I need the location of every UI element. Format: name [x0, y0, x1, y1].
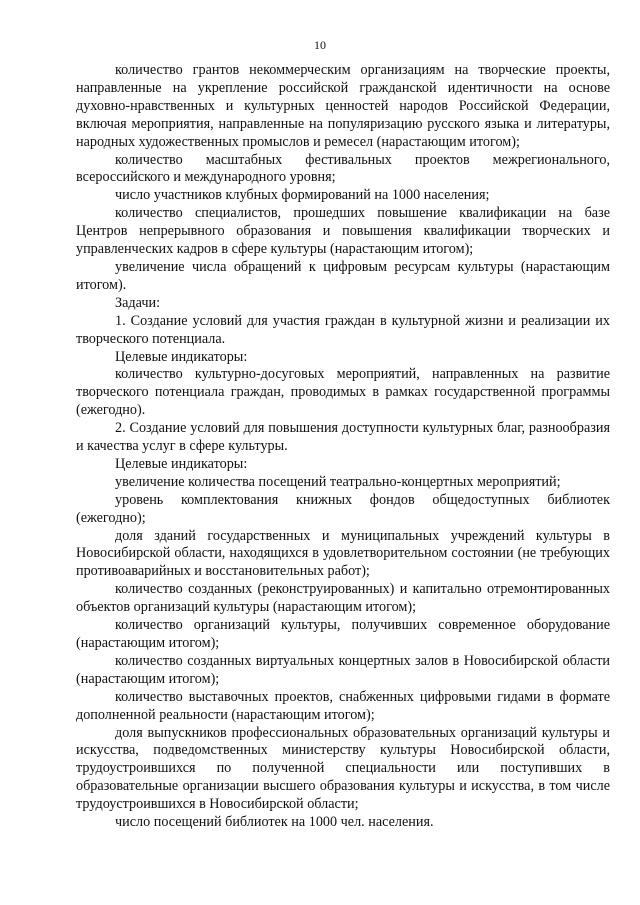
paragraph: число участников клубных формирований на 1000 населения; [115, 187, 490, 204]
document-body [76, 62, 610, 832]
paragraph: увеличение количества посещений театрально-концертных мероприятий; [115, 473, 561, 490]
section-heading: Целевые индикаторы: [115, 348, 248, 365]
paragraph: количество грантов некоммерческим организациям на творческие проекты, направленные на укрепление российской гражданской идентичности на основе духовно-нравственных и культурных ценностей народов Российской Федерации, включая мероприятия, направленные на популяризацию русского языка и литературы, народных художественных промыслов и ремесел (нарастающим итогом); [76, 62, 610, 150]
paragraph: количество созданных виртуальных концертных залов в Новосибирской области (нарастающим итогом); [76, 652, 610, 687]
paragraph: количество масштабных фестивальных проектов межрегионального, всероссийского и международного уровня; [76, 151, 610, 186]
paragraph: количество специалистов, прошедших повышение квалификации на базе Центров непрерывного образования и повышения квалификации творческих и управленческих кадров в сфере культуры (нарастающим итогом); [76, 205, 610, 258]
task-item: 2. Создание условий для повышения доступности культурных благ, разнообразия и качества услуг в сфере культуры. [76, 420, 610, 455]
task-item: 1. Создание условий для участия граждан в культурной жизни и реализации их творческого потенциала. [76, 312, 610, 347]
paragraph: увеличение числа обращений к цифровым ресурсам культуры (нарастающим итогом). [76, 258, 610, 293]
paragraph: количество организаций культуры, получивших современное оборудование (нарастающим итогом); [76, 617, 610, 651]
paragraph: количество созданных (реконструированных) и капитально отремонтированных объектов организаций культуры (нарастающим итогом); [76, 581, 610, 616]
paragraph: доля выпускников профессиональных образовательных организаций культуры и искусства, подведомственных министерству культуры Новосибирской области, трудоустроившихся по полученной специальности или поступивших в образовательные организации высшего образования культуры и искусства, в том числе трудоустроившихся в Новосибирской области; [76, 724, 610, 813]
page-number: 10 [314, 38, 326, 52]
paragraph: доля зданий государственных и муниципальных учреждений культуры в Новосибирской области, находящихся в удовлетворительном состоянии (не требующих противоаварийных и восстановительных работ); [76, 527, 610, 580]
paragraph: количество выставочных проектов, снабженных цифровыми гидами в формате дополненной реальности (нарастающим итогом); [76, 688, 610, 723]
paragraph: число посещений библиотек на 1000 чел. населения. [115, 814, 434, 831]
section-heading: Целевые индикаторы: [115, 455, 248, 472]
section-heading: Задачи: [115, 294, 161, 311]
paragraph: количество культурно-досуговых мероприятий, направленных на развитие творческого потенциала граждан, проводимых в рамках государственной программы (ежегодно). [76, 366, 610, 419]
paragraph: уровень комплектования книжных фондов общедоступных библиотек (ежегодно); [76, 491, 610, 526]
